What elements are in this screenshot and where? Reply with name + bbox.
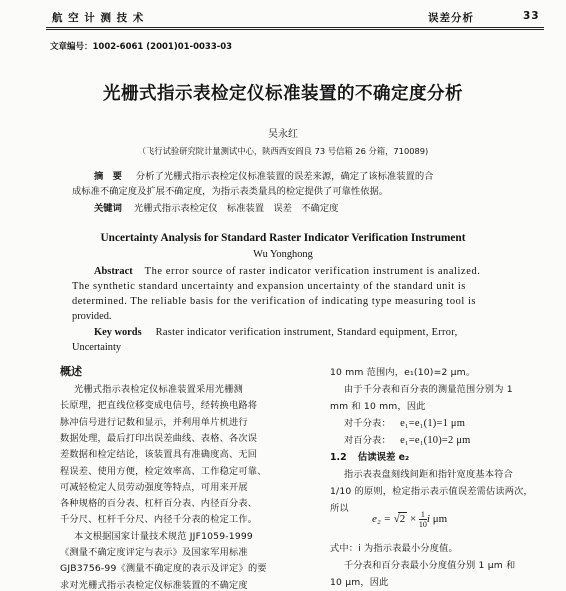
- left-body-line: 数据处理，最后打印出误差曲线、表格、各次误: [60, 432, 258, 444]
- equation-numerator: 1: [420, 510, 425, 519]
- author-en: Wu Yonghong: [253, 249, 313, 260]
- left-body-line: 差数据和检定结论，该装置具有准确度高、无回: [60, 449, 258, 461]
- equation-sqrt-arg: 2: [399, 513, 406, 526]
- keywords-en-line-1: [94, 327, 458, 338]
- left-body-line: 脉冲信号进行记数和显示，并利用单片机进行: [60, 416, 248, 428]
- right-line-11: 10 μm，因此: [330, 577, 389, 588]
- left-body-line: 千分尺、杠杆千分尺、内径千分表的检定工作。: [60, 514, 258, 526]
- left-body-line: 长原理，把直线位移变成电信号，经转换电路将: [60, 400, 258, 412]
- abstract-en-line-1: [94, 266, 480, 277]
- abstract-cn-text-1: 分析了光栅式指示表检定仪标准装置的误差来源，确定了该标准装置的合: [135, 171, 434, 182]
- left-body-line: GJB3756-99《测量不确定度的表示及评定》的要: [60, 563, 267, 575]
- keywords-en-line-2: Uncertainty: [72, 342, 122, 353]
- abstract-en-label: Abstract: [94, 266, 133, 277]
- equation-i: i: [426, 513, 430, 526]
- abstract-en-text-1: The error source of raster indicator verification instrument is analized.: [144, 266, 481, 277]
- right-line-3: mm 和 10 mm，因此: [330, 401, 426, 412]
- right-line-9: 式中：i 为指示表最小分度值。: [330, 543, 458, 554]
- left-body-line: 程误差、使用方便，检定效率高、工作稳定可靠、: [60, 465, 267, 477]
- header-rule-2: [46, 29, 544, 30]
- right-line-2: 由于千分表和百分表的测量范围分别为 1: [344, 384, 513, 395]
- right-line-1: 10 mm 范围内，e₁(10)=2 μm。: [330, 367, 476, 378]
- right-line-7: 1/10 的原则，检定指示表示值误差需估读两次，: [330, 486, 533, 497]
- page-number: 33: [523, 10, 540, 22]
- title-en: Uncertainty Analysis for Standard Raster Indicator Verification Instrument: [100, 232, 466, 244]
- right-line-4: [344, 415, 465, 429]
- affiliation-cn: （飞行试验研究院计量测试中心，陕西西安阎良 73 号信箱 26 分箱，710089): [137, 146, 429, 156]
- equation-times: ×: [407, 513, 419, 526]
- equation-fraction: [419, 510, 427, 529]
- equation-lhs: e₂ =: [372, 513, 394, 526]
- left-body-line: 求对光栅式指示表检定仪标准装置的不确定度: [60, 579, 248, 591]
- header-rule: [46, 27, 544, 28]
- abstract-en-line-3: determined. The reliable basis for the verification of indicating type measuring tool is: [72, 296, 476, 307]
- keywords-en-label: Key words: [94, 327, 142, 338]
- abstract-cn-line-2: 成标准不确定度及扩展不确定度，为指示表类量具的检定提供了可靠性依据。: [72, 186, 389, 197]
- abstract-cn-line-1: [94, 168, 433, 182]
- left-body-line: 《测量不确定度评定与表示》及国家军用标准: [60, 547, 248, 558]
- abstract-cn-label: 摘 要: [94, 171, 122, 182]
- journal-name: 航 空 计 测 技 术: [52, 12, 145, 24]
- keywords-en-text-1: Raster indicator verification instrument, Standard equipment, Error,: [155, 327, 458, 338]
- author-cn: 吴永红: [268, 129, 298, 140]
- equation-denominator: 10: [418, 520, 427, 529]
- right-line-6: 指示表表盘刻线间距和指针宽度基本符合: [344, 469, 513, 480]
- keywords-cn-text: 光栅式指示表检定仪 标准装置 误差 不确定度: [133, 203, 339, 214]
- abstract-en-line-2: The synthetic standard uncertainty and expansion uncertainty of the standard unit is: [72, 281, 466, 292]
- right-line-5: [344, 432, 471, 446]
- keywords-cn-label: 关键词: [94, 203, 122, 214]
- hundredth-label: 对百分表：: [344, 435, 391, 446]
- subsection-number: 1.2: [330, 452, 347, 463]
- subsection-heading: [330, 449, 409, 463]
- left-body-line: 本文根据国家计量技术规范 JJF1059-1999: [74, 530, 253, 542]
- abstract-en-line-4: provided.: [72, 311, 112, 322]
- equation-e2: e₂ = √2 × $\frac{1}{10}$ i μm: [372, 510, 448, 529]
- title-cn: 光栅式指示表检定仪标准装置的不确定度分析: [103, 84, 463, 104]
- subsection-title: 估读误差 e₂: [357, 452, 410, 463]
- hundredth-equation: e₁=e₁(10)=2 μm: [400, 435, 471, 446]
- left-body-line: 可减轻检定人员劳动强度等特点，可用来开展: [60, 481, 248, 493]
- thousandth-label: 对千分表：: [344, 418, 391, 429]
- section-heading-overview: 概述: [60, 365, 82, 378]
- equation-unit: μm: [429, 513, 448, 526]
- article-number: 文章编号：1002-6061 (2001)01-0033-03: [50, 42, 233, 52]
- right-line-8: 所以: [330, 503, 349, 514]
- keywords-cn-line: [94, 200, 338, 214]
- section-name: 误差分析: [428, 12, 474, 24]
- thousandth-equation: e₁=e₁(1)=1 μm: [400, 418, 466, 429]
- left-body-line: 光栅式指示表检定仪标准装置采用光栅测: [74, 384, 243, 395]
- left-body-line: 各种规格的百分表、杠杆百分表、内径百分表、: [60, 498, 258, 510]
- right-line-10: 千分表和百分表最小分度值分别 1 μm 和: [344, 560, 516, 571]
